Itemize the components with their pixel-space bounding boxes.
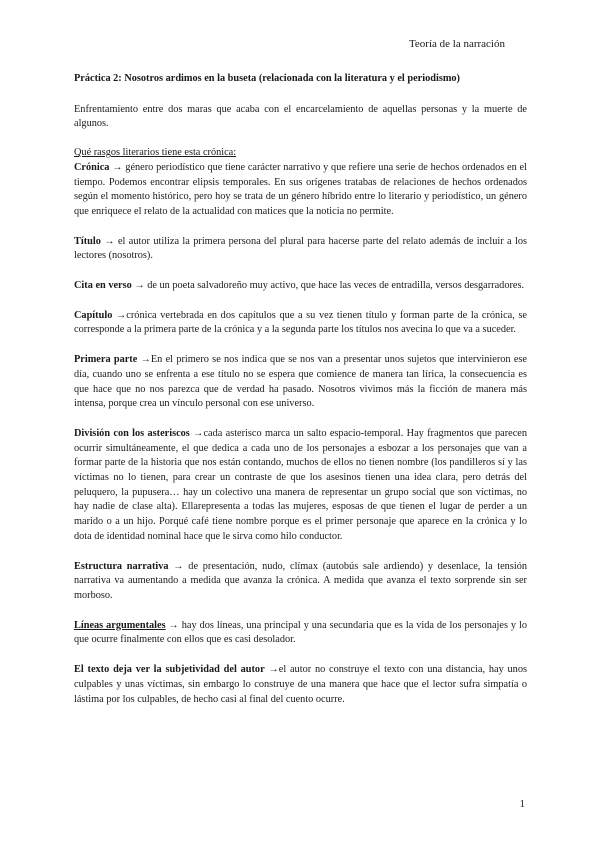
section-term: El texto deja ver la subjetividad del autor <box>74 664 265 676</box>
section-term: Cita en verso <box>74 280 132 292</box>
section-cronica <box>74 161 527 220</box>
section-text: de un poeta salvadoreño muy activo, que hace las veces de entradilla, versos desgarradores. <box>147 280 525 292</box>
section-titulo <box>74 235 527 264</box>
section-text: género periodístico que tiene carácter narrativo y que refiere una serie de hechos ordenados en el tiempo. Podemos encontrar elipsis temporales. En sus orígenes tratabas de relaciones de hechos ordenados según el momento histórico, pero hoy se trata de un género híbrido entre lo literario y periodístico, un género que enriquece el relato de la actualidad con matices que la noticia no permite. <box>74 161 527 217</box>
running-header: Teoría de la narración <box>408 38 505 50</box>
document-summary: Enfrentamiento entre dos maras que acaba con el encarcelamiento de aquellas personas y la muerte de algunos. <box>74 103 527 130</box>
section-text: crónica vertebrada en dos capítulos que a su vez tienen título y forman parte de la crónica, se corresponde a la primera parte de la crónica y a la segunda parte los títulos nos avecina lo que va a suceder. <box>74 309 528 336</box>
section-text: cada asterisco marca un salto espacio-temporal. Hay fragmentos que parecen ocurrir simultáneamente, el que dedica a cada uno de los personajes a esbozar a los personajes que van a formar parte de la historia que nos están contando, muchos de ellos no tienen nombre (los pandilleros sí y las víctimas no lo tienen, para crear un contraste de que los asesinos tienen una idea clara, pero detrás del peluquero, la pupusera… hay un colectivo una manera de representar un grupo social que son víctimas, no hay nadie de clase alta). Ellarepresenta a todas las mujeres, esposas de que tienen el lugar de perder a un marido o a un hijo. Porqué café tiene nombre porque es el primer personaje que aparece en la crónica y lo dota de identidad nominal hace que le sirva como hilo conductor. <box>74 427 527 542</box>
section-lineas-argumentales <box>74 619 527 648</box>
section-primera-parte <box>74 353 527 412</box>
section-text: de presentación, nudo, clímax (autobús sale ardiendo) y desenlace, la tensión narrativa va aumentando a medida que avanza la crónica. A medida que avanza el texto sorprende sin ser morboso. <box>74 560 527 601</box>
arrow-icon: → <box>116 309 127 321</box>
arrow-icon: → <box>168 619 179 631</box>
document-title: Práctica 2: Nosotros ardimos en la buseta (relacionada con la literatura y el periodismo) <box>74 73 460 84</box>
arrow-icon: → <box>112 161 123 173</box>
section-text: el autor no construye el texto con una distancia, hay unos culpables y unas víctimas, sin embargo lo construye de una manera que hace que el lector sufra simpatía o lástima por los culpables, de hecho casi al final del cuento ocurre. <box>74 664 527 705</box>
arrow-icon: → <box>268 664 279 676</box>
arrow-icon: → <box>173 560 184 572</box>
arrow-icon: → <box>140 354 151 366</box>
section-estructura-narrativa <box>74 560 527 604</box>
section-term: Primera parte <box>74 354 138 366</box>
section-term: Capítulo <box>74 309 113 321</box>
section-text: hay dos líneas, una principal y una secundaria que es la vida de los personajes y lo que ocurre finalmente con ellos que es casi desolador. <box>74 619 527 646</box>
section-capitulo <box>74 309 527 338</box>
section-term: Crónica <box>74 161 110 173</box>
document-body <box>74 72 527 722</box>
section-cita-en-verso <box>74 279 527 294</box>
arrow-icon: → <box>134 280 145 292</box>
sections-list <box>74 161 527 707</box>
page-number: 1 <box>519 798 525 810</box>
section-term: Título <box>74 235 101 247</box>
section-subjetividad-autor <box>74 663 527 707</box>
section-division-asteriscos <box>74 427 527 545</box>
section-term: Líneas argumentales <box>74 619 166 631</box>
arrow-icon: → <box>104 235 115 247</box>
section-term: División con los asteriscos <box>74 427 190 439</box>
section-term: Estructura narrativa <box>74 560 169 572</box>
section-text: En el primero se nos indica que se nos van a presentar unos sujetos que intervinieron ese día, cuando uno se enfrenta a ese título no se espera que comience de manera tan lírica, la consecuencia es que hace que no nos parezca que de verdad ha pasado. Nosotros vivimos más la ficción de manera más intensa, porque crea un vínculo personal con ese universo. <box>74 354 527 410</box>
question-heading: Qué rasgos literarios tiene esta crónica: <box>74 147 237 159</box>
arrow-icon: → <box>193 427 204 439</box>
section-text: el autor utiliza la primera persona del plural para hacerse parte del relato además de incluir a los lectores (nosotros). <box>74 235 528 262</box>
